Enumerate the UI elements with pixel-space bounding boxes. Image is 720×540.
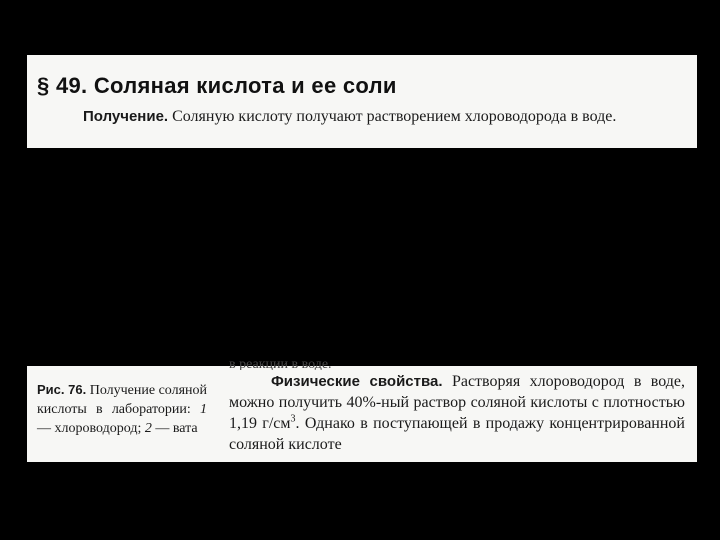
caption-text: Получение соляной кислоты в лаборатории:: [37, 383, 208, 417]
paragraph-text: . Однако в поступающей в продажу концентрированной соляной кислоте: [229, 415, 685, 453]
paragraph-preparation: [37, 106, 685, 127]
paragraph-lead: Получение.: [83, 108, 169, 125]
partially-hidden-line: в реакции в воде.: [229, 360, 332, 370]
caption-number: 2: [144, 421, 152, 436]
unit-superscript: 3: [290, 413, 296, 425]
section-heading: § 49. Соляная кислота и ее соли: [37, 73, 397, 98]
paragraph-text: Растворяя хлороводород в воде, можно получить 40%-ный раствор соляной кислоты с плотностью 1,19 г/см: [229, 373, 686, 432]
redaction-block: [27, 148, 697, 366]
figure-caption: [37, 380, 207, 438]
paragraph-text: Соляную кислоту получают растворением хлороводорода в воде.: [172, 108, 617, 125]
caption-number: 1: [200, 402, 207, 417]
figure-label: Рис. 76.: [37, 382, 87, 397]
paragraph-lead: Физические свойства.: [271, 373, 443, 390]
caption-text: — вата: [155, 421, 198, 436]
bleed-through-text: [357, 71, 697, 81]
paragraph-physical-properties: [229, 371, 685, 455]
caption-text: — хлороводород;: [37, 421, 142, 436]
bleed-through-text: [27, 55, 697, 64]
textbook-page: [27, 55, 697, 462]
